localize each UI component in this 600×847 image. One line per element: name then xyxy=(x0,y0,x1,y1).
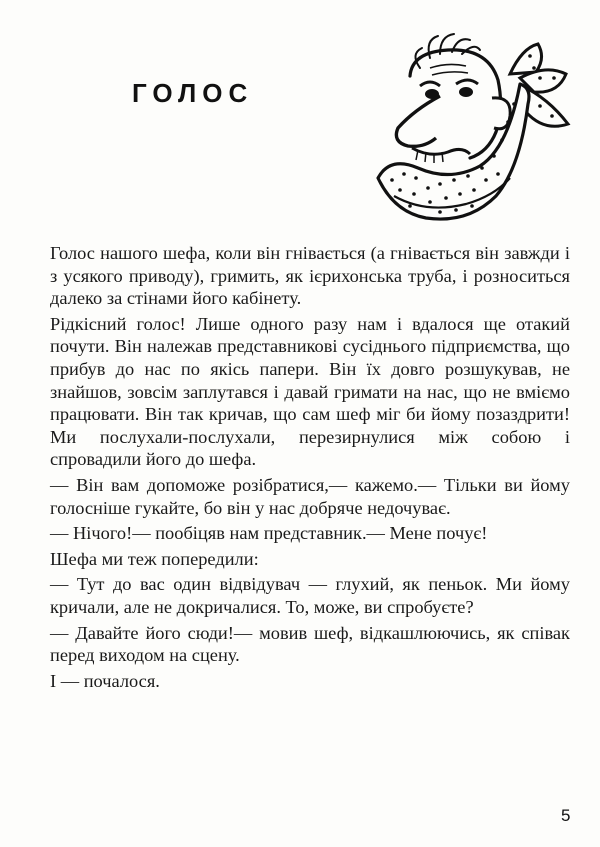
paragraph: — Тут до вас один відвідувач — глухий, як пеньок. Ми йому кричали, але не докричалися. То, може, ви спробуєте? xyxy=(50,574,570,617)
page-title: ГОЛОС xyxy=(132,78,254,108)
paragraph: Шефа ми теж попередили: xyxy=(50,548,259,569)
paragraph: — Давайте його сюди!— мовив шеф, відкашлюючись, як співак перед виходом на сцену. xyxy=(50,622,570,666)
paragraph: — Нічого!— пообіцяв нам представник.— Мене почує! xyxy=(50,523,488,544)
paragraph: І — почалося. xyxy=(50,670,160,691)
story-text xyxy=(50,242,570,692)
paragraph: — Він вам допоможе розібратися,— кажемо.— Тільки ви йому голосніше гукайте, бо він у нас добряче недочуває. xyxy=(50,474,570,518)
man-with-bandaged-jaw-icon xyxy=(370,28,585,233)
paragraph: Рідкісний голос! Лише одного разу нам і вдалося ще отакий почути. Він належав представникові сусіднього підприємства, що прибув до нас по якісь папери. Він їх довго розшукував, не знайшов, зовсім заплутався і давай гримати на нас, що не вміємо працювати. Він так кричав, що сам шеф міг би йому позаздрити! Ми послухали-послухали, перезирнулися між собою і спровадили його до шефа. xyxy=(50,313,570,470)
page-number: 5 xyxy=(561,806,571,825)
paragraph: Голос нашого шефа, коли він гнівається (а гнівається він завжди і з усякого приводу), гримить, як ієрихонська труба, і розноситься далеко за стінами його кабінету. xyxy=(50,243,570,309)
